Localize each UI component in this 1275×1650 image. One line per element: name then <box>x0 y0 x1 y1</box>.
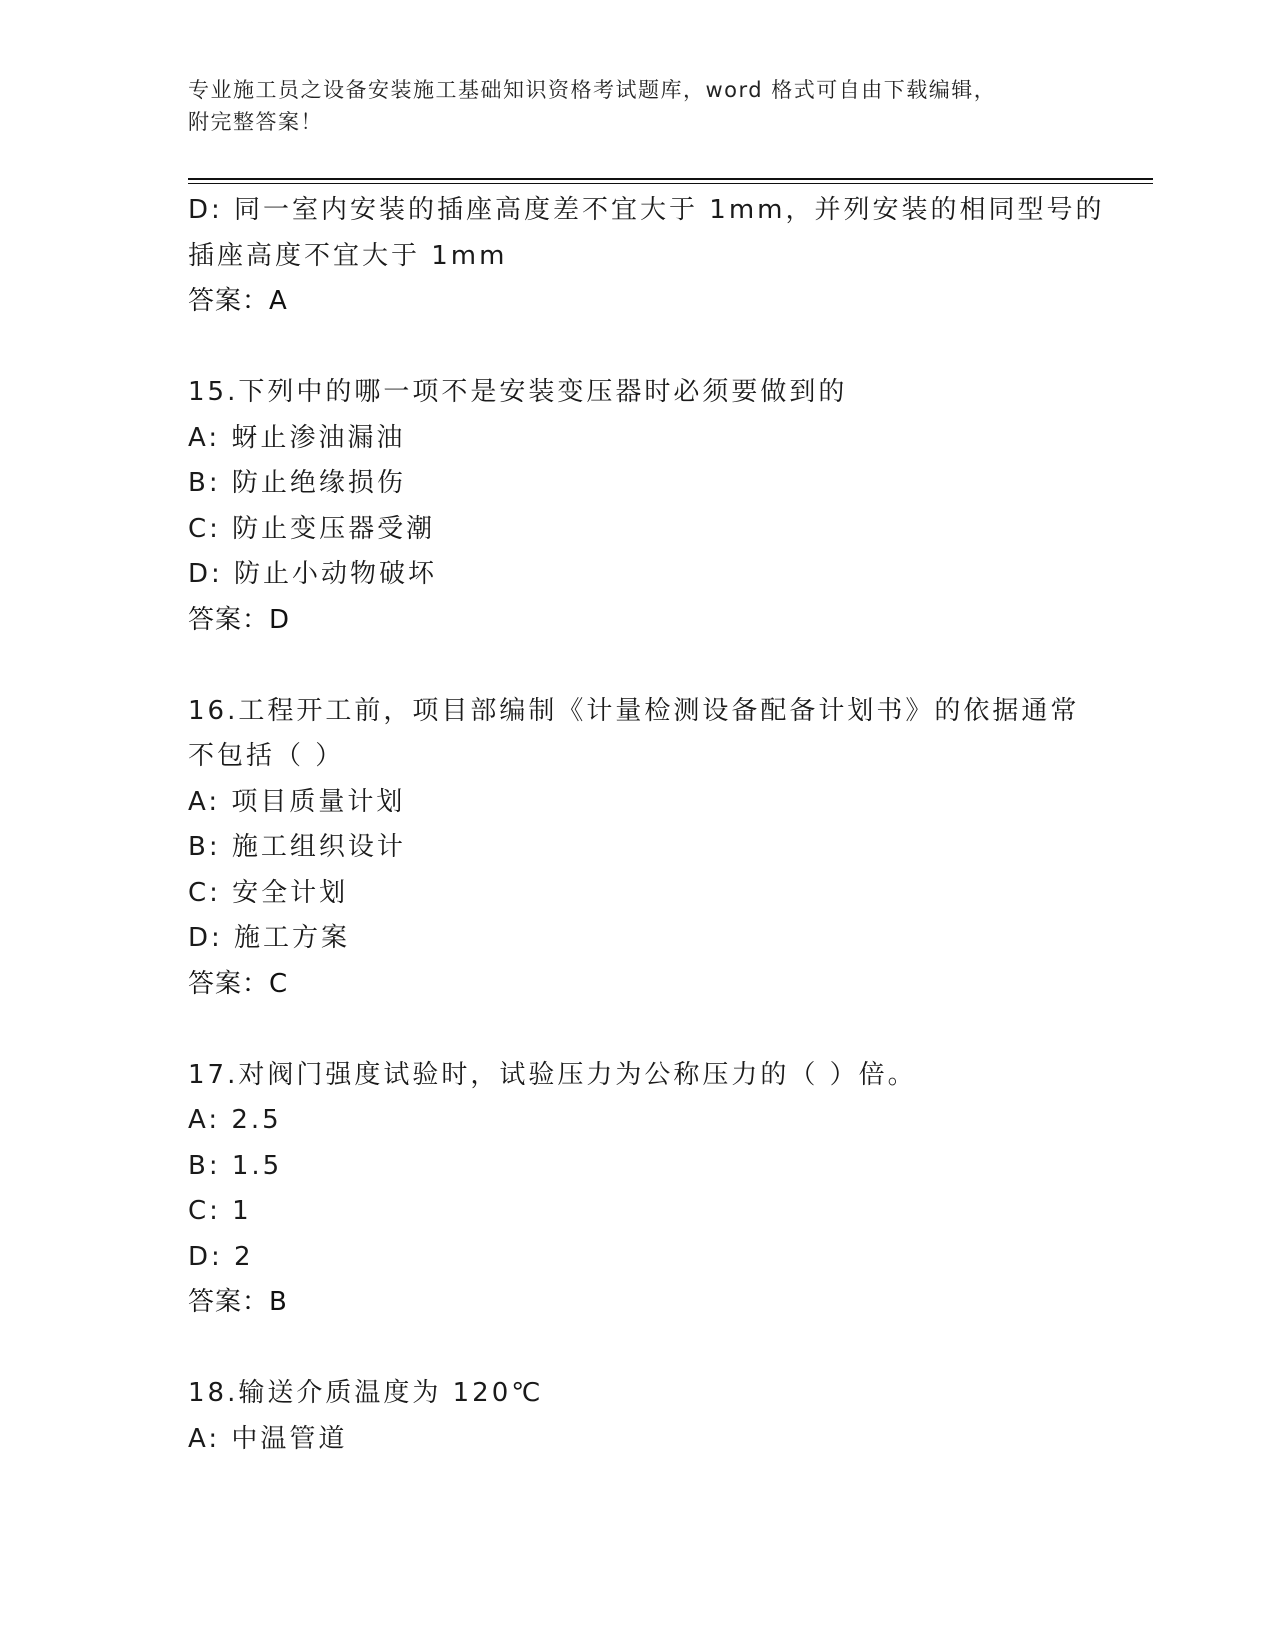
question-16 <box>188 689 1088 1008</box>
question-stem: 18.输送介质温度为 120℃ <box>188 1378 544 1408</box>
question-stem: 16.工程开工前，项目部编制《计量检测设备配备计划书》的依据通常 <box>188 695 1080 726</box>
header-divider <box>188 178 1153 180</box>
option-c: C: 安全计划 <box>188 877 349 908</box>
option-a: A: 中温管道 <box>188 1423 348 1454</box>
answer: 答案：D <box>188 604 291 635</box>
question-stem-continued: 不包括（ ） <box>188 741 345 771</box>
spacer <box>188 325 1088 371</box>
document-header <box>188 74 1068 138</box>
header-divider-thin <box>188 183 1153 184</box>
option-d: D: 施工方案 <box>188 923 351 953</box>
option-a: A: 项目质量计划 <box>188 786 406 817</box>
answer: 答案：A <box>188 286 288 316</box>
option-b: B: 1.5 <box>188 1150 283 1181</box>
option-d: D: 防止小动物破坏 <box>188 559 438 589</box>
question-18 <box>188 1371 1088 1462</box>
option-d: D: 2 <box>188 1241 254 1272</box>
header-line-2: 附完整答案！ <box>188 110 323 134</box>
option-a: A: 2.5 <box>188 1105 282 1135</box>
spacer <box>188 1007 1088 1053</box>
spacer <box>188 1326 1088 1372</box>
question-17 <box>188 1053 1088 1326</box>
option-b: B: 施工组织设计 <box>188 832 406 862</box>
option-a: A: 蚜止渗油漏油 <box>188 422 406 453</box>
question-stem: 15.下列中的哪一项不是安装变压器时必须要做到的 <box>188 377 848 407</box>
question-14-tail <box>188 188 1105 325</box>
option-d: D: 同一室内安装的插座高度差不宜大于 1mm，并列安装的相同型号的 <box>188 195 1105 225</box>
spacer <box>188 643 1088 689</box>
answer: 答案：C <box>188 968 289 999</box>
question-list <box>188 188 1105 1462</box>
answer: 答案：B <box>188 1287 288 1317</box>
option-d-continued: 插座高度不宜大于 1mm <box>188 240 508 271</box>
header-line-1: 专业施工员之设备安装施工基础知识资格考试题库，word 格式可自由下载编辑， <box>188 78 997 102</box>
option-c: C: 防止变压器受潮 <box>188 513 436 544</box>
option-b: B: 防止绝缘损伤 <box>188 468 406 498</box>
option-c: C: 1 <box>188 1196 252 1226</box>
question-stem: 17.对阀门强度试验时，试验压力为公称压力的（ ）倍。 <box>188 1059 917 1090</box>
question-15 <box>188 370 1088 643</box>
